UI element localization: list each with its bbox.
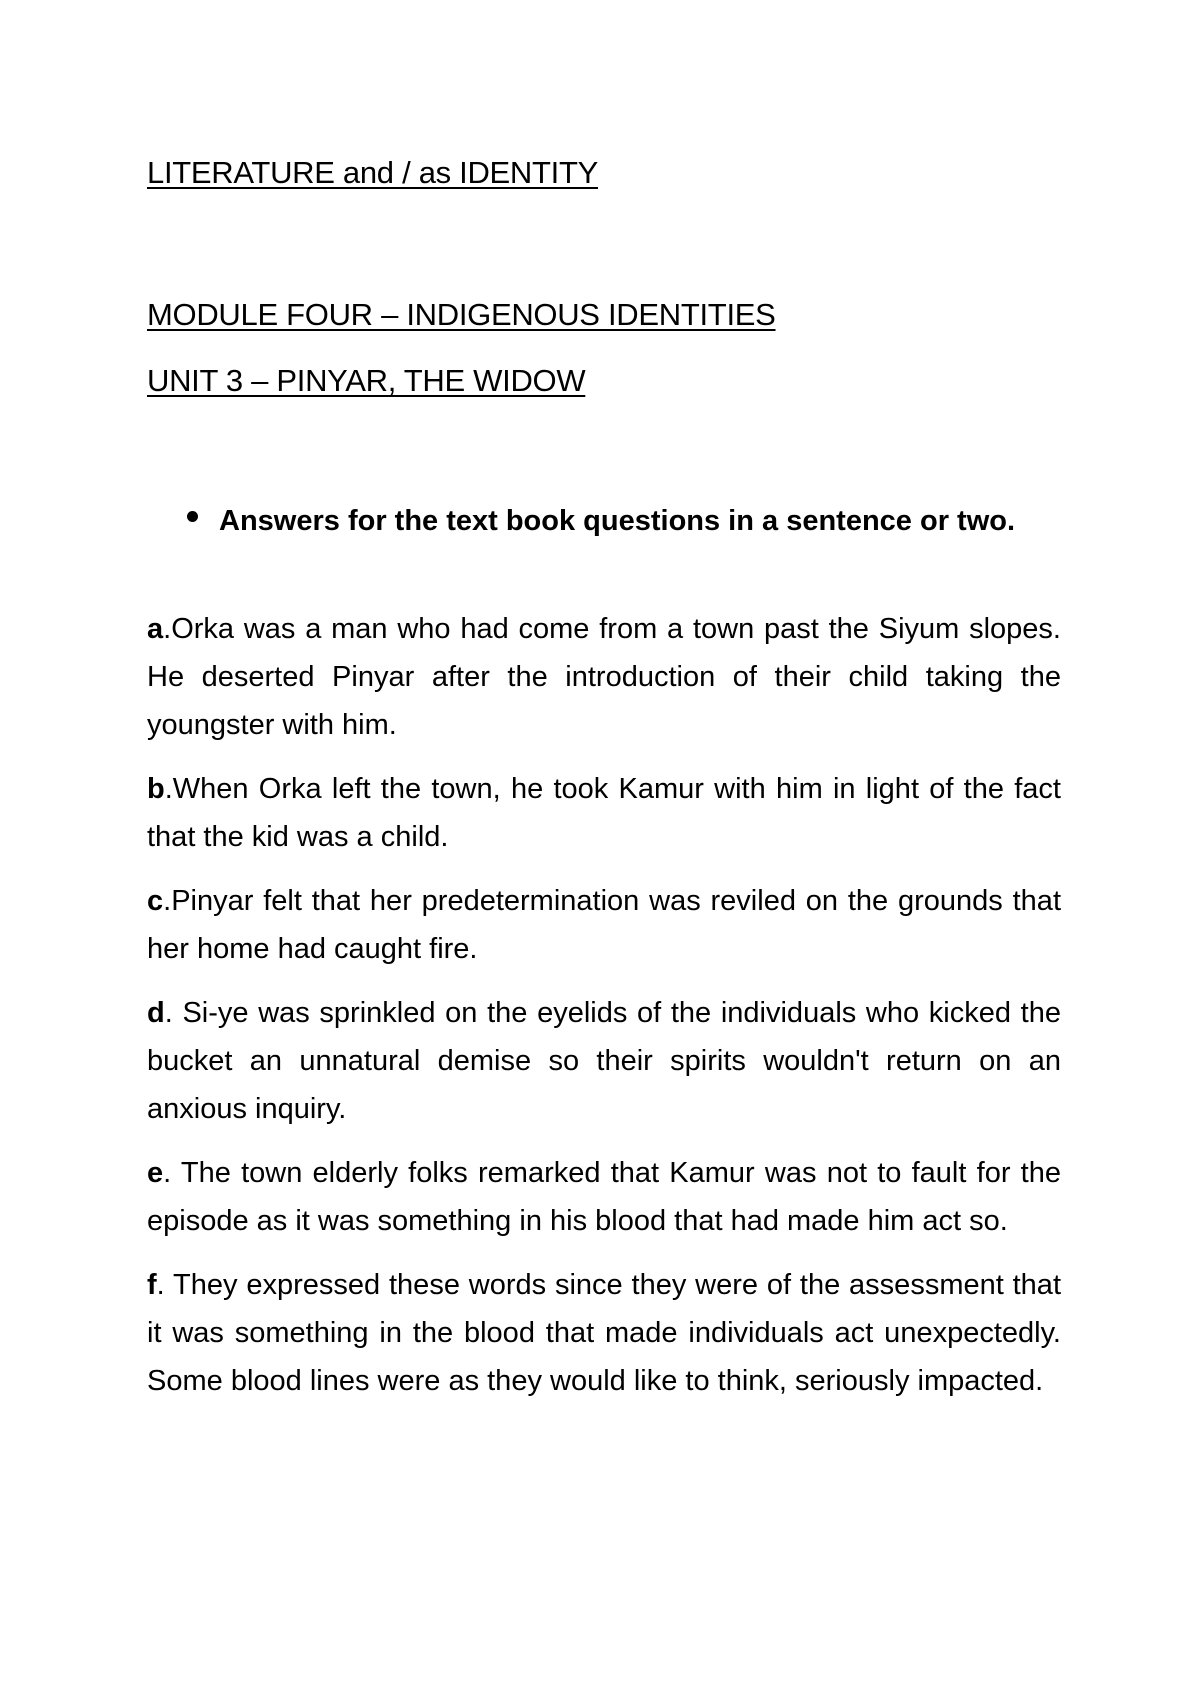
bullet-text: Answers for the text book questions in a sentence or two.	[219, 505, 1016, 537]
answer-letter: c	[147, 885, 164, 917]
answer-d	[147, 989, 1061, 1133]
document-page	[147, 0, 1061, 1698]
unit-heading: UNIT 3 – PINYAR, THE WIDOW	[147, 363, 586, 398]
answer-letter: b	[147, 773, 165, 805]
answer-text: .Pinyar felt that her predetermination was reviled on the grounds that her home had caught fire.	[147, 885, 1061, 965]
answer-letter: e	[147, 1157, 164, 1189]
answer-c	[147, 877, 1061, 973]
answer-e	[147, 1149, 1061, 1245]
answer-b	[147, 765, 1061, 861]
answer-text: . They expressed these words since they were of the assessment that it was something in the blood that made individuals act unexpectedly. Some blood lines were as they would like to think, seriously impacted.	[147, 1269, 1061, 1397]
answer-text: .When Orka left the town, he took Kamur with him in light of the fact that the kid was a child.	[147, 773, 1061, 853]
answer-f	[147, 1261, 1061, 1405]
answer-letter: d	[147, 997, 165, 1029]
answer-text: .Orka was a man who had come from a town past the Siyum slopes. He deserted Pinyar after the introduction of their child taking the youngster with him.	[147, 613, 1061, 741]
document-title: LITERATURE and / as IDENTITY	[147, 155, 598, 190]
answer-a	[147, 605, 1061, 749]
answer-list	[147, 605, 1061, 1421]
module-heading: MODULE FOUR – INDIGENOUS IDENTITIES	[147, 297, 776, 332]
bullet-item	[187, 497, 1061, 545]
answer-text: . The town elderly folks remarked that Kamur was not to fault for the episode as it was something in his blood that had made him act so.	[147, 1157, 1061, 1237]
answer-letter: f	[147, 1269, 157, 1301]
answer-text: . Si-ye was sprinkled on the eyelids of the individuals who kicked the bucket an unnatural demise so their spirits wouldn't return on an anxious inquiry.	[147, 997, 1061, 1125]
answer-letter: a	[147, 613, 164, 645]
bullet-icon	[187, 511, 198, 522]
